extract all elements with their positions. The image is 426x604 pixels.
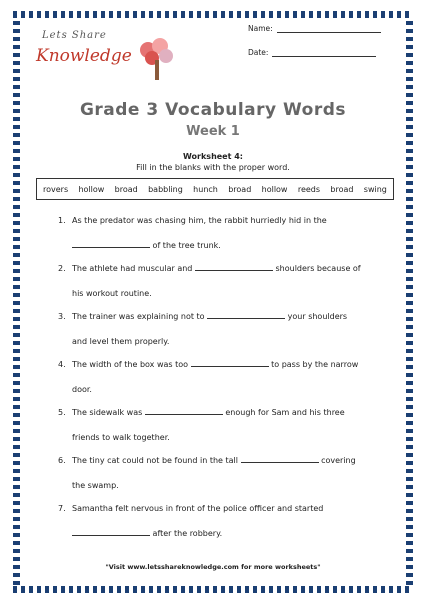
question-number: 2. [58,264,66,273]
question-number: 3. [58,312,66,321]
worksheet-label: Worksheet 4: [183,152,243,161]
question-text: friends to walk together. [72,433,170,442]
question-number: 1. [58,216,66,225]
question-text: to pass by the narrow [271,360,359,369]
question-text: his workout routine. [72,289,152,298]
question-text: enough for Sam and his three [225,408,345,417]
footer-note: "Visit www.letsshareknowledge.com for more worksheets" [105,563,321,571]
logo-line1: Lets Share [42,30,107,41]
word-bank-item: broad [330,184,354,194]
question-text: The width of the box was too [72,360,189,369]
question-text: after the robbery. [152,529,223,538]
question-number: 6. [58,456,66,465]
question-text: Samantha felt nervous in front of the police officer and started [72,504,324,513]
question-text: shoulders because of [275,264,361,273]
date-label: Date: [248,48,269,57]
question-number: 7. [58,504,66,513]
date-field[interactable] [248,48,376,57]
question-text: The tiny cat could not be found in the tall [72,456,238,465]
question-text: As the predator was chasing him, the rabbit hurriedly hid in the [72,216,327,225]
name-field[interactable] [248,24,381,33]
instructions: Fill in the blanks with the proper word. [136,163,290,172]
name-line[interactable] [277,24,381,33]
date-line[interactable] [272,48,376,57]
word-bank-item: reeds [297,184,321,194]
answer-blank[interactable] [207,310,285,319]
logo-line2: Knowledge [36,46,132,66]
answer-blank[interactable] [191,358,269,367]
name-label: Name: [248,24,273,33]
answer-blank[interactable] [72,527,150,536]
word-bank-item: babbling [148,184,183,194]
week-label: Week 1 [186,124,240,139]
word-bank-item: swing [363,184,387,194]
word-bank-item: broad [114,184,138,194]
question-number: 4. [58,360,66,369]
question-text: door. [72,385,92,394]
answer-blank[interactable] [195,262,273,271]
question-text: and level them properly. [72,337,170,346]
word-bank-item: rovers [43,184,69,194]
question-text: covering [321,456,356,465]
answer-blank[interactable] [72,239,150,248]
logo [32,28,172,88]
tree-icon [136,36,176,84]
word-bank-item: broad [228,184,252,194]
worksheet-page [20,18,406,586]
word-bank-item: hollow [261,184,288,194]
question-text: The sidewalk was [72,408,143,417]
question-text: your shoulders [287,312,348,321]
word-bank-item: hunch [193,184,218,194]
question-text: The trainer was explaining not to [72,312,205,321]
question-text: The athlete had muscular and [72,264,193,273]
answer-blank[interactable] [145,406,223,415]
question-text: the swamp. [72,481,119,490]
question-number: 5. [58,408,66,417]
word-bank-item: hollow [78,184,105,194]
page-title: Grade 3 Vocabulary Words [79,100,347,120]
word-bank [36,178,394,200]
answer-blank[interactable] [241,454,319,463]
question-text: of the tree trunk. [152,241,221,250]
